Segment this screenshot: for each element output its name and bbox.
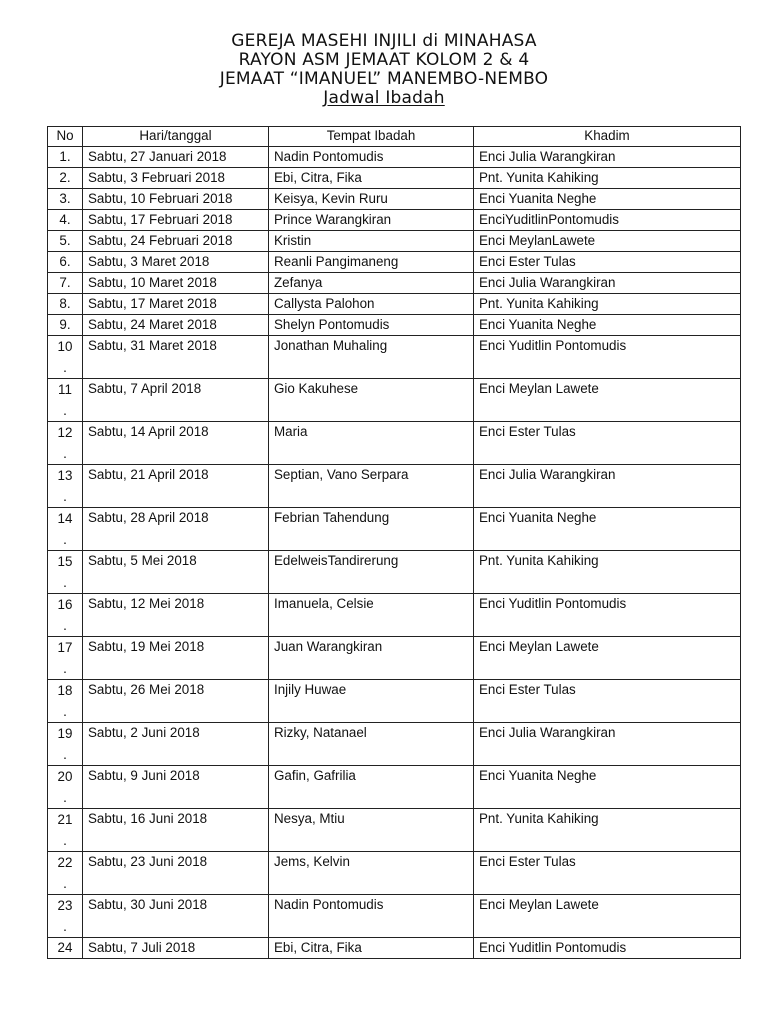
cell-khadim: Enci Meylan Lawete — [474, 895, 741, 938]
cell-no: 4. — [48, 210, 83, 231]
cell-khadim: Enci Yuanita Neghe — [474, 315, 741, 336]
table-row — [48, 273, 741, 294]
table-row — [48, 252, 741, 273]
cell-no: 10 . — [48, 336, 83, 379]
cell-khadim: Enci Yuanita Neghe — [474, 189, 741, 210]
table-row — [48, 465, 741, 508]
cell-khadim: Enci Meylan Lawete — [474, 379, 741, 422]
congregation-name: JEMAAT “IMANUEL” MANEMBO-NEMBO — [219, 69, 549, 89]
cell-khadim: EnciYuditlinPontomudis — [474, 210, 741, 231]
table-row — [48, 680, 741, 723]
cell-no: 3. — [48, 189, 83, 210]
cell-no: 20 . — [48, 766, 83, 809]
cell-date: Sabtu, 5 Mei 2018 — [83, 551, 269, 594]
cell-no: 18 . — [48, 680, 83, 723]
cell-khadim: Pnt. Yunita Kahiking — [474, 809, 741, 852]
cell-khadim: Enci Ester Tulas — [474, 680, 741, 723]
cell-khadim: Enci Yuditlin Pontomudis — [474, 336, 741, 379]
cell-place: Keisya, Kevin Ruru — [269, 189, 474, 210]
cell-date: Sabtu, 23 Juni 2018 — [83, 852, 269, 895]
rayon-name: RAYON ASM JEMAAT KOLOM 2 & 4 — [238, 50, 530, 70]
table-row — [48, 551, 741, 594]
cell-no: 5. — [48, 231, 83, 252]
table-row — [48, 852, 741, 895]
cell-place: Nadin Pontomudis — [269, 895, 474, 938]
table-row — [48, 294, 741, 315]
cell-date: Sabtu, 28 April 2018 — [83, 508, 269, 551]
cell-date: Sabtu, 10 Maret 2018 — [83, 273, 269, 294]
table-row — [48, 189, 741, 210]
table-row — [48, 766, 741, 809]
cell-place: Reanli Pangimaneng — [269, 252, 474, 273]
cell-khadim: Enci Julia Warangkiran — [474, 147, 741, 168]
worship-schedule-table — [47, 126, 741, 959]
cell-khadim: Enci Meylan Lawete — [474, 637, 741, 680]
cell-place: Imanuela, Celsie — [269, 594, 474, 637]
cell-place: Prince Warangkiran — [269, 210, 474, 231]
table-row — [48, 723, 741, 766]
table-row — [48, 147, 741, 168]
cell-place: Febrian Tahendung — [269, 508, 474, 551]
column-header-khadim: Khadim — [474, 127, 741, 147]
cell-date: Sabtu, 7 Juli 2018 — [83, 938, 269, 959]
cell-no: 22 . — [48, 852, 83, 895]
cell-no: 21 . — [48, 809, 83, 852]
document-header — [0, 32, 768, 108]
cell-place: Ebi, Citra, Fika — [269, 938, 474, 959]
cell-khadim: Enci MeylanLawete — [474, 231, 741, 252]
cell-date: Sabtu, 9 Juni 2018 — [83, 766, 269, 809]
cell-khadim: Pnt. Yunita Kahiking — [474, 551, 741, 594]
cell-no: 12 . — [48, 422, 83, 465]
table-row — [48, 594, 741, 637]
cell-date: Sabtu, 16 Juni 2018 — [83, 809, 269, 852]
cell-place: Jonathan Muhaling — [269, 336, 474, 379]
cell-date: Sabtu, 24 Maret 2018 — [83, 315, 269, 336]
cell-date: Sabtu, 19 Mei 2018 — [83, 637, 269, 680]
column-header-no: No — [48, 127, 83, 147]
cell-place: Jems, Kelvin — [269, 852, 474, 895]
cell-no: 6. — [48, 252, 83, 273]
cell-no: 24 — [48, 938, 83, 959]
cell-date: Sabtu, 27 Januari 2018 — [83, 147, 269, 168]
cell-khadim: Enci Yuditlin Pontomudis — [474, 594, 741, 637]
cell-place: Nesya, Mtiu — [269, 809, 474, 852]
cell-date: Sabtu, 31 Maret 2018 — [83, 336, 269, 379]
table-row — [48, 809, 741, 852]
cell-place: Juan Warangkiran — [269, 637, 474, 680]
cell-no: 1. — [48, 147, 83, 168]
cell-khadim: Enci Ester Tulas — [474, 422, 741, 465]
cell-date: Sabtu, 3 Maret 2018 — [83, 252, 269, 273]
cell-place: EdelweisTandirerung — [269, 551, 474, 594]
table-row — [48, 315, 741, 336]
cell-place: Zefanya — [269, 273, 474, 294]
cell-no: 15 . — [48, 551, 83, 594]
cell-place: Kristin — [269, 231, 474, 252]
cell-place: Callysta Palohon — [269, 294, 474, 315]
table-row — [48, 379, 741, 422]
cell-khadim: Pnt. Yunita Kahiking — [474, 168, 741, 189]
cell-date: Sabtu, 2 Juni 2018 — [83, 723, 269, 766]
cell-khadim: Pnt. Yunita Kahiking — [474, 294, 741, 315]
cell-place: Shelyn Pontomudis — [269, 315, 474, 336]
cell-khadim: Enci Yuditlin Pontomudis — [474, 938, 741, 959]
table-header-row — [48, 127, 741, 147]
cell-place: Gafin, Gafrilia — [269, 766, 474, 809]
cell-khadim: Enci Julia Warangkiran — [474, 723, 741, 766]
cell-no: 8. — [48, 294, 83, 315]
cell-date: Sabtu, 3 Februari 2018 — [83, 168, 269, 189]
cell-khadim: Enci Ester Tulas — [474, 852, 741, 895]
cell-date: Sabtu, 14 April 2018 — [83, 422, 269, 465]
cell-place: Gio Kakuhese — [269, 379, 474, 422]
cell-place: Ebi, Citra, Fika — [269, 168, 474, 189]
cell-no: 23 . — [48, 895, 83, 938]
cell-khadim: Enci Julia Warangkiran — [474, 465, 741, 508]
cell-date: Sabtu, 12 Mei 2018 — [83, 594, 269, 637]
cell-no: 19 . — [48, 723, 83, 766]
cell-no: 17 . — [48, 637, 83, 680]
cell-date: Sabtu, 26 Mei 2018 — [83, 680, 269, 723]
cell-place: Injily Huwae — [269, 680, 474, 723]
cell-khadim: Enci Ester Tulas — [474, 252, 741, 273]
cell-khadim: Enci Yuanita Neghe — [474, 766, 741, 809]
cell-place: Rizky, Natanael — [269, 723, 474, 766]
table-row — [48, 231, 741, 252]
cell-date: Sabtu, 7 April 2018 — [83, 379, 269, 422]
cell-date: Sabtu, 17 Februari 2018 — [83, 210, 269, 231]
cell-no: 2. — [48, 168, 83, 189]
cell-khadim: Enci Julia Warangkiran — [474, 273, 741, 294]
church-name: GEREJA MASEHI INJILI di MINAHASA — [231, 31, 537, 51]
table-row — [48, 508, 741, 551]
table-row — [48, 422, 741, 465]
cell-no: 7. — [48, 273, 83, 294]
cell-date: Sabtu, 30 Juni 2018 — [83, 895, 269, 938]
cell-date: Sabtu, 21 April 2018 — [83, 465, 269, 508]
table-row — [48, 895, 741, 938]
cell-date: Sabtu, 24 Februari 2018 — [83, 231, 269, 252]
table-row — [48, 168, 741, 189]
cell-date: Sabtu, 10 Februari 2018 — [83, 189, 269, 210]
cell-no: 16 . — [48, 594, 83, 637]
cell-no: 9. — [48, 315, 83, 336]
cell-place: Maria — [269, 422, 474, 465]
column-header-place: Tempat Ibadah — [269, 127, 474, 147]
cell-date: Sabtu, 17 Maret 2018 — [83, 294, 269, 315]
cell-no: 11 . — [48, 379, 83, 422]
table-row — [48, 637, 741, 680]
cell-no: 14 . — [48, 508, 83, 551]
column-header-date: Hari/tanggal — [83, 127, 269, 147]
table-row — [48, 210, 741, 231]
cell-khadim: Enci Yuanita Neghe — [474, 508, 741, 551]
table-row — [48, 336, 741, 379]
cell-place: Septian, Vano Serpara — [269, 465, 474, 508]
document-title: Jadwal Ibadah — [323, 88, 445, 108]
table-row — [48, 938, 741, 959]
cell-no: 13 . — [48, 465, 83, 508]
cell-place: Nadin Pontomudis — [269, 147, 474, 168]
